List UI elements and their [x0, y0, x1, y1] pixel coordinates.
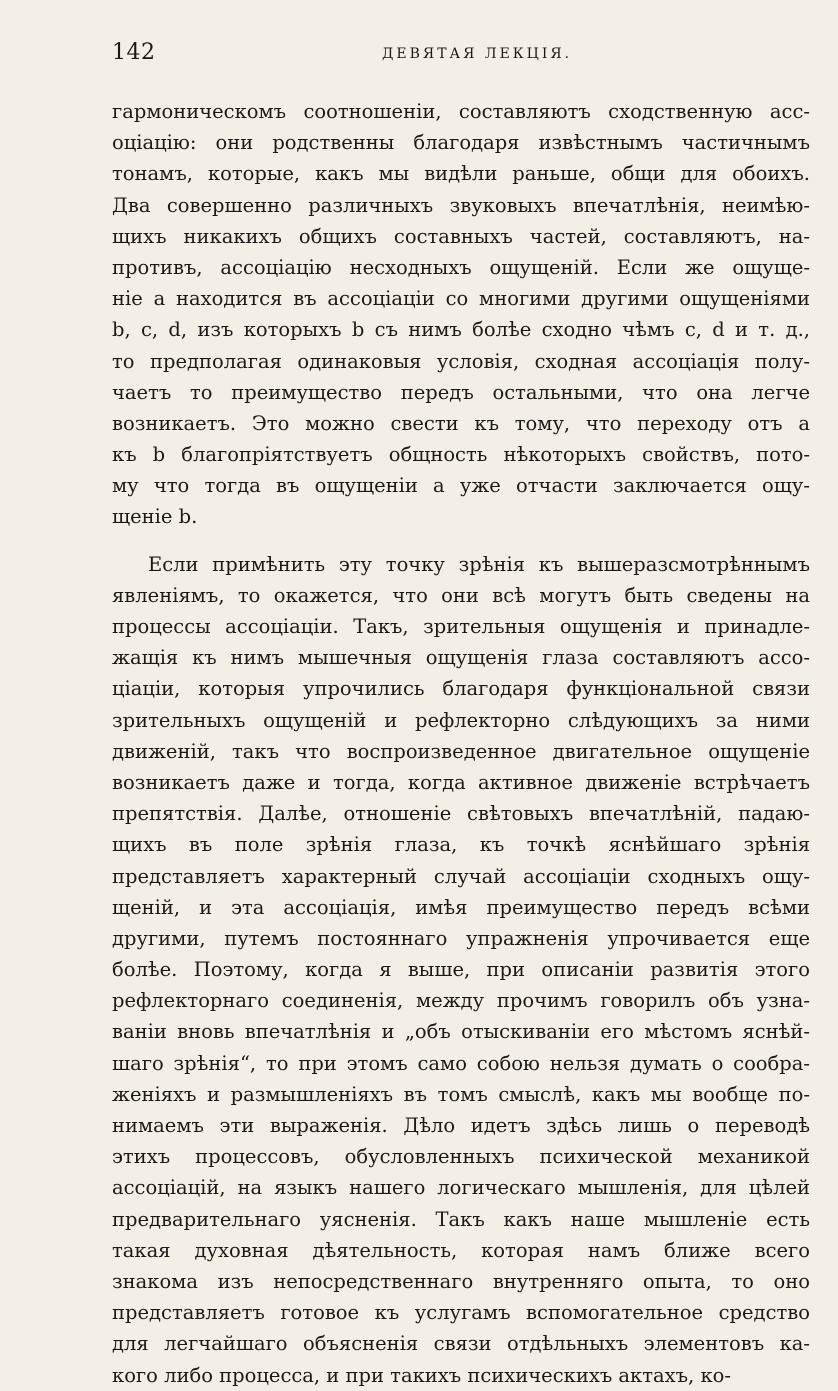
text-line: нимаемъ эти выраженія. Дѣло идетъ здѣсь лишь о переводѣ [112, 1114, 810, 1137]
text-line: болѣе. Поэтому, когда я выше, при описаніи развитія этого [112, 958, 810, 982]
text-line: для легчайшаго объясненія связи отдѣльныхъ элементовъ ка- [112, 1332, 810, 1356]
paragraph [112, 549, 810, 1391]
page-number: 142 [112, 40, 156, 65]
text-line: Если примѣнить эту точку зрѣнія къ вышеразсмотрѣннымъ [148, 552, 810, 576]
text-line: явленіямъ, то окажется, что они всѣ могутъ быть сведены на [112, 583, 810, 607]
running-head [112, 40, 810, 74]
text-line: къ b благопріятствуетъ общность нѣкоторыхъ свойствъ, пото- [112, 443, 810, 467]
text-line: шаго зрѣнія“, то при этомъ само собою нельзя думать о сообра- [112, 1051, 810, 1075]
text-line: возникаетъ. Это можно свести къ тому, что переходу отъ a [112, 411, 810, 435]
text-line: чаетъ то преимущество передъ остальными, что она легче [112, 380, 810, 404]
text-line: то предполагая одинаковыя условія, сходная ассоціація полу- [112, 349, 810, 373]
text-line: процессы ассоціаціи. Такъ, зрительныя ощущенія и принадле- [112, 615, 810, 638]
text-line: ніе a находится въ ассоціаціи со многими другими ощущеніями [112, 287, 810, 311]
text-line: возникаетъ даже и тогда, когда активное движеніе встрѣчаетъ [112, 770, 810, 794]
text-line: этихъ процессовъ, обусловленныхъ психической механикой [112, 1145, 810, 1169]
text-line: тонамъ, которые, какъ мы видѣли раньше, общи для обоихъ. [112, 162, 810, 186]
paragraph-gap [112, 533, 810, 549]
text-line: женіяхъ и размышленіяхъ въ томъ смыслѣ, какъ мы вообще по- [112, 1082, 810, 1106]
text-line: гармоническомъ соотношеніи, составляютъ сходственную асс- [112, 100, 810, 123]
text-line: препятствія. Далѣе, отношеніе свѣтовыхъ впечатлѣній, падаю- [112, 802, 810, 826]
text-line: щихъ никакихъ общихъ составныхъ частей, составляютъ, на- [112, 224, 810, 248]
text-line: b, c, d, изъ которыхъ b съ нимъ болѣе сходно чѣмъ c, d и т. д., [112, 318, 810, 342]
chapter-title: ДЕВЯТАЯ ЛЕКЦІЯ. [382, 46, 573, 62]
text-line: знакома изъ непосредственнаго внутренняго опыта, то оно [112, 1269, 810, 1293]
text-line: представляетъ характерный случай ассоціаціи сходныхъ ощу- [112, 864, 810, 888]
text-line: движеній, такъ что воспроизведенное двигательное ощущеніе [112, 739, 810, 763]
text-line: му что тогда въ ощущеніи a уже отчасти заключается ощу- [112, 474, 810, 498]
body-text [112, 96, 810, 1391]
text-line: Два совершенно различныхъ звуковыхъ впечатлѣнія, неимѣю- [112, 193, 810, 217]
text-line: щихъ въ поле зрѣнія глаза, къ точкѣ яснѣйшаго зрѣнія [112, 833, 810, 857]
text-line: такая духовная дѣятельность, которая намъ ближе всего [112, 1238, 810, 1262]
text-line: зрительныхъ ощущеній и рефлекторно слѣдующихъ за ними [112, 708, 810, 732]
text-line: предварительнаго уясненія. Такъ какъ наше мышленіе есть [112, 1207, 810, 1231]
text-line: ціаціи, которыя упрочились благодаря функціональной связи [112, 677, 810, 701]
text-line: рефлекторнаго соединенія, между прочимъ говорилъ объ узна- [112, 989, 810, 1013]
text-line: оціацію: они родственны благодаря извѣстнымъ частичнымъ [112, 131, 810, 155]
text-line: ассоціацій, на языкъ нашего логическаго мышленія, для цѣлей [112, 1176, 810, 1200]
paragraph [112, 96, 810, 533]
text-line: кого либо процесса, и при такихъ психическихъ актахъ, ко- [112, 1363, 731, 1387]
text-line: жащія къ нимъ мышечныя ощущенія глаза составляютъ ассо- [112, 646, 810, 670]
text-line: представляетъ готовое къ услугамъ вспомогательное средство [112, 1301, 810, 1325]
text-line: щеній, и эта ассоціація, имѣя преимущество передъ всѣми [112, 895, 810, 919]
text-line: щеніе b. [112, 505, 198, 529]
text-line: ваніи вновь впечатлѣнія и „объ отыскиваніи его мѣстомъ яснѣй- [112, 1020, 810, 1044]
text-line: противъ, ассоціацію несходныхъ ощущеній. Если же ощуще- [112, 255, 810, 279]
text-line: другими, путемъ постояннаго упражненія упрочивается еще [112, 926, 810, 950]
